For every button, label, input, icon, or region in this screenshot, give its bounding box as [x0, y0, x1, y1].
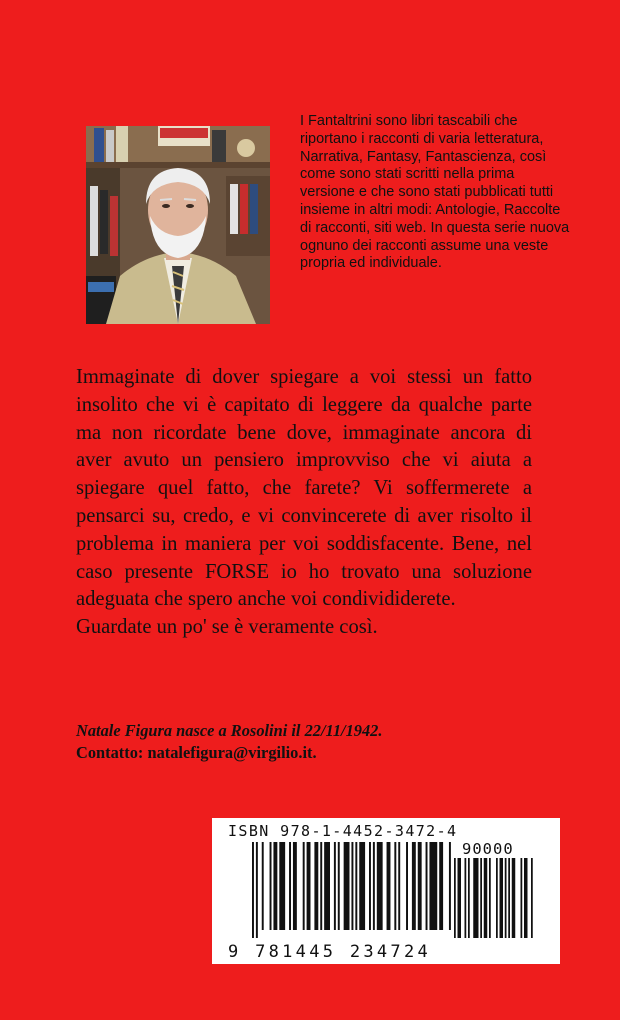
ean-digits: 9 781445 234724 — [228, 942, 432, 962]
barcode-bar — [351, 842, 353, 930]
barcode-bar — [531, 858, 533, 938]
barcode-bar — [468, 858, 470, 938]
barcode-bar — [500, 858, 504, 938]
series-description-text: I Fantaltrini sono libri tascabili che riportano i racconti di varia letteratura, Narrativa, Fantasy, Fantascienza, così come sono stati scritti nella prima versione e che sono stati pubblicati tutti insieme in altri modi: Antologie, Raccolte di racconti, siti web. In questa serie nuova ognuno dei racconti assume una veste propria ed individuale. — [300, 113, 570, 272]
barcode-bar — [439, 842, 443, 930]
author-bio-line: Natale Figura nasce a Rosolini il 22/11/1942. — [76, 721, 383, 740]
barcode-bar — [524, 858, 528, 938]
barcode-bar — [418, 842, 422, 930]
ean-barcode-bars — [252, 842, 452, 942]
barcode-bar — [279, 842, 285, 930]
barcode-bar — [320, 842, 322, 930]
author-photo — [86, 126, 270, 324]
barcode-bar — [406, 842, 408, 930]
barcode-bar — [359, 842, 365, 930]
price-code: 90000 — [462, 840, 514, 858]
barcode-bar — [454, 858, 456, 938]
barcode-bar — [508, 858, 510, 938]
barcode-bar — [324, 842, 330, 930]
barcode-bar — [293, 842, 297, 930]
barcode-bar — [273, 842, 277, 930]
barcode-bar — [377, 842, 383, 930]
barcode-bar — [512, 858, 516, 938]
addon-barcode-bars — [454, 858, 534, 942]
author-contact-line: Contatto: natalefigura@virgilio.it. — [76, 743, 317, 762]
barcode-bar — [465, 858, 467, 938]
barcode-bar — [289, 842, 291, 930]
book-blurb — [76, 364, 532, 642]
author-info — [76, 720, 546, 764]
barcode-bar — [387, 842, 391, 930]
barcode-bar — [303, 842, 305, 930]
barcode-bar — [489, 858, 491, 938]
barcode-bar — [256, 842, 258, 938]
barcode-bar — [344, 842, 350, 930]
isbn-label: ISBN 978-1-4452-3472-4 — [228, 822, 458, 840]
barcode-bar — [496, 858, 498, 938]
barcode-bar — [458, 858, 462, 938]
barcode-bar — [412, 842, 416, 930]
barcode-bar — [429, 842, 437, 930]
barcode-bar — [334, 842, 336, 930]
author-portrait-image — [86, 126, 270, 324]
barcode-bar — [426, 842, 428, 930]
barcode-bar — [338, 842, 340, 930]
barcode-bar — [484, 858, 488, 938]
barcode-bar — [394, 842, 396, 930]
barcode-bar — [521, 858, 523, 938]
barcode-bar — [262, 842, 264, 930]
barcode-bar — [373, 842, 375, 930]
barcode-bar — [480, 858, 482, 938]
barcode-bar — [307, 842, 311, 930]
barcode-bar — [369, 842, 371, 930]
barcode-bar — [252, 842, 254, 938]
barcode-bar — [398, 842, 400, 930]
barcode-bar — [270, 842, 272, 930]
barcode-bar — [505, 858, 507, 938]
series-description — [300, 113, 570, 273]
barcode-bar — [473, 858, 478, 938]
barcode-bar — [314, 842, 318, 930]
barcode-bar — [355, 842, 357, 930]
isbn-barcode — [212, 818, 560, 964]
blurb-paragraph: Immaginate di dover spiegare a voi stessi un fatto insolito che vi è capitato di leggere da qualche parte ma non ricordate bene dove, immaginate ancora di aver avuto un pensiero improvviso che vi aiuta a spiegare quel fatto, che farete? Vi soffermerete a pensarci su, credo, e vi convincerete di aver risolto il problema in maniera per voi soddisfacente. Bene, nel caso presente FORSE io ho trovato una soluzione adeguata che spero anche voi condivididerete. — [76, 366, 532, 611]
blurb-closing-line: Guardate un po' se è veramente così. — [76, 616, 378, 639]
barcode-bar — [449, 842, 451, 930]
